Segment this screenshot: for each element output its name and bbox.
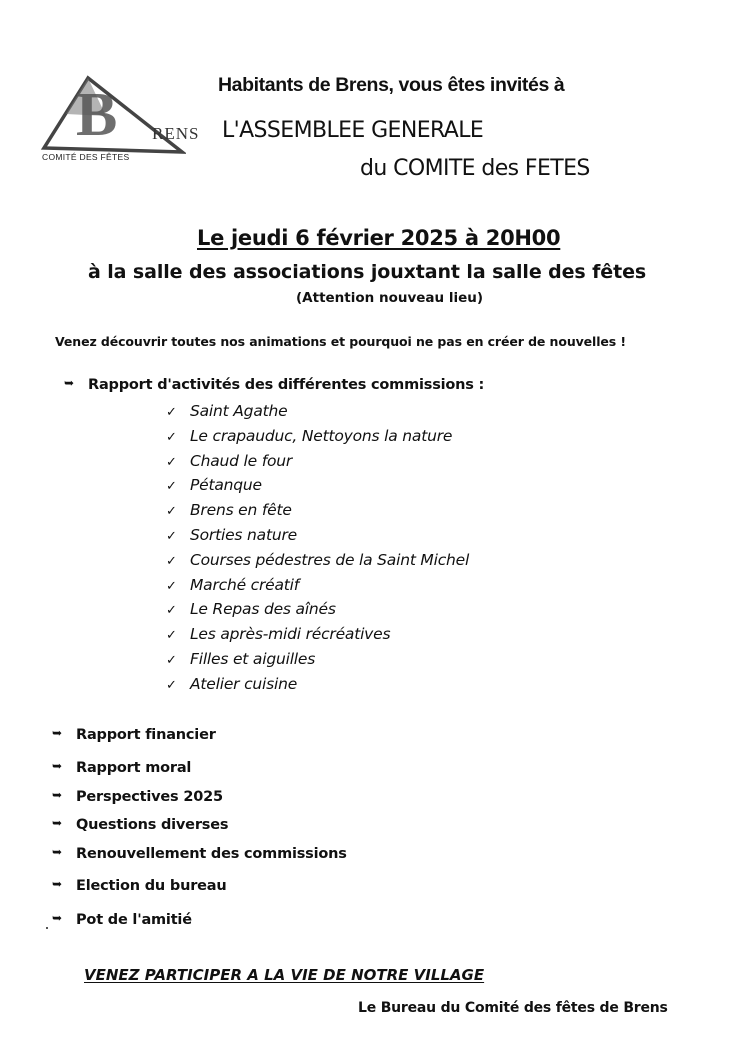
invitation-line: Habitants de Brens, vous êtes invités à	[218, 74, 565, 96]
check-icon: ✓	[166, 405, 177, 420]
check-icon: ✓	[166, 504, 177, 520]
list-item: ✓ Saint Agathe	[166, 402, 288, 420]
commissions-list	[166, 402, 469, 700]
event-venue: à la salle des associations jouxtant la salle des fêtes	[88, 261, 647, 283]
page-subtitle: du COMITE des FETES	[360, 156, 590, 181]
arrow-icon: ➥	[52, 816, 62, 830]
list-item: ✓ Le crapauduc, Nettoyons la nature	[166, 426, 453, 445]
check-icon: ✓	[166, 528, 177, 544]
list-item: ✓ Le Repas des aînés	[166, 600, 336, 619]
check-icon: ✓	[166, 578, 177, 594]
arrow-icon: ➥	[52, 759, 62, 773]
agenda-item-election: ➥ Election du bureau	[52, 877, 227, 894]
event-date: Le jeudi 6 février 2025 à 20H00	[197, 226, 561, 250]
list-item: ✓ Filles et aiguilles	[166, 649, 316, 668]
list-item: ✓ Atelier cuisine	[166, 674, 298, 693]
check-icon: ✓	[166, 454, 177, 470]
comite-logo	[36, 74, 200, 170]
arrow-icon: ➥	[52, 877, 62, 891]
logo-initial: B	[76, 81, 118, 149]
check-icon: ✓	[166, 553, 177, 569]
arrow-icon: ➥	[64, 376, 74, 390]
agenda-item-friendship-drink: ➥ Pot de l'amitié	[52, 911, 192, 928]
agenda-item-perspectives: ➥ Perspectives 2025	[52, 788, 223, 805]
check-icon: ✓	[166, 677, 177, 693]
arrow-icon: ➥	[52, 911, 62, 925]
list-item: ✓ Courses pédestres de la Saint Michel	[166, 550, 470, 569]
list-item: ✓ Marché créatif	[166, 575, 300, 594]
check-icon: ✓	[166, 628, 177, 644]
check-icon: ✓	[166, 429, 177, 445]
agenda-item-activities: ➥ Rapport d'activités des différentes commissions :	[64, 376, 485, 393]
arrow-icon: ➥	[52, 845, 62, 859]
agenda-item-financial: ➥ Rapport financier	[52, 726, 216, 743]
venue-note: (Attention nouveau lieu)	[296, 290, 484, 306]
agenda-item-moral: ➥ Rapport moral	[52, 759, 192, 776]
check-icon: ✓	[166, 652, 177, 668]
list-item: ✓ Les après-midi récréatives	[166, 625, 391, 644]
list-item: ✓ Chaud le four	[166, 451, 293, 470]
intro-text: Venez découvrir toutes nos animations et pourquoi ne pas en créer de nouvelles !	[55, 334, 626, 349]
call-to-action: VENEZ PARTICIPER A LA VIE DE NOTRE VILLAGE	[84, 966, 485, 984]
agenda-item-questions: ➥ Questions diverses	[52, 816, 229, 833]
logo-word: RENS	[152, 124, 200, 143]
check-icon: ✓	[166, 479, 177, 495]
check-icon: ✓	[166, 603, 177, 619]
list-item: ✓ Brens en fête	[166, 501, 292, 520]
signature: Le Bureau du Comité des fêtes de Brens	[358, 1000, 668, 1016]
arrow-icon: ➥	[52, 726, 62, 740]
page-title: L'ASSEMBLEE GENERALE	[222, 118, 484, 143]
agenda-item-renewal: ➥ Renouvellement des commissions	[52, 845, 347, 862]
arrow-icon: ➥	[52, 788, 62, 802]
list-item: ✓ Pétanque	[166, 476, 262, 495]
list-item: ✓ Sorties nature	[166, 525, 297, 544]
logo-caption: COMITÉ DES FÊTES	[42, 152, 130, 162]
scan-speck	[46, 927, 48, 929]
